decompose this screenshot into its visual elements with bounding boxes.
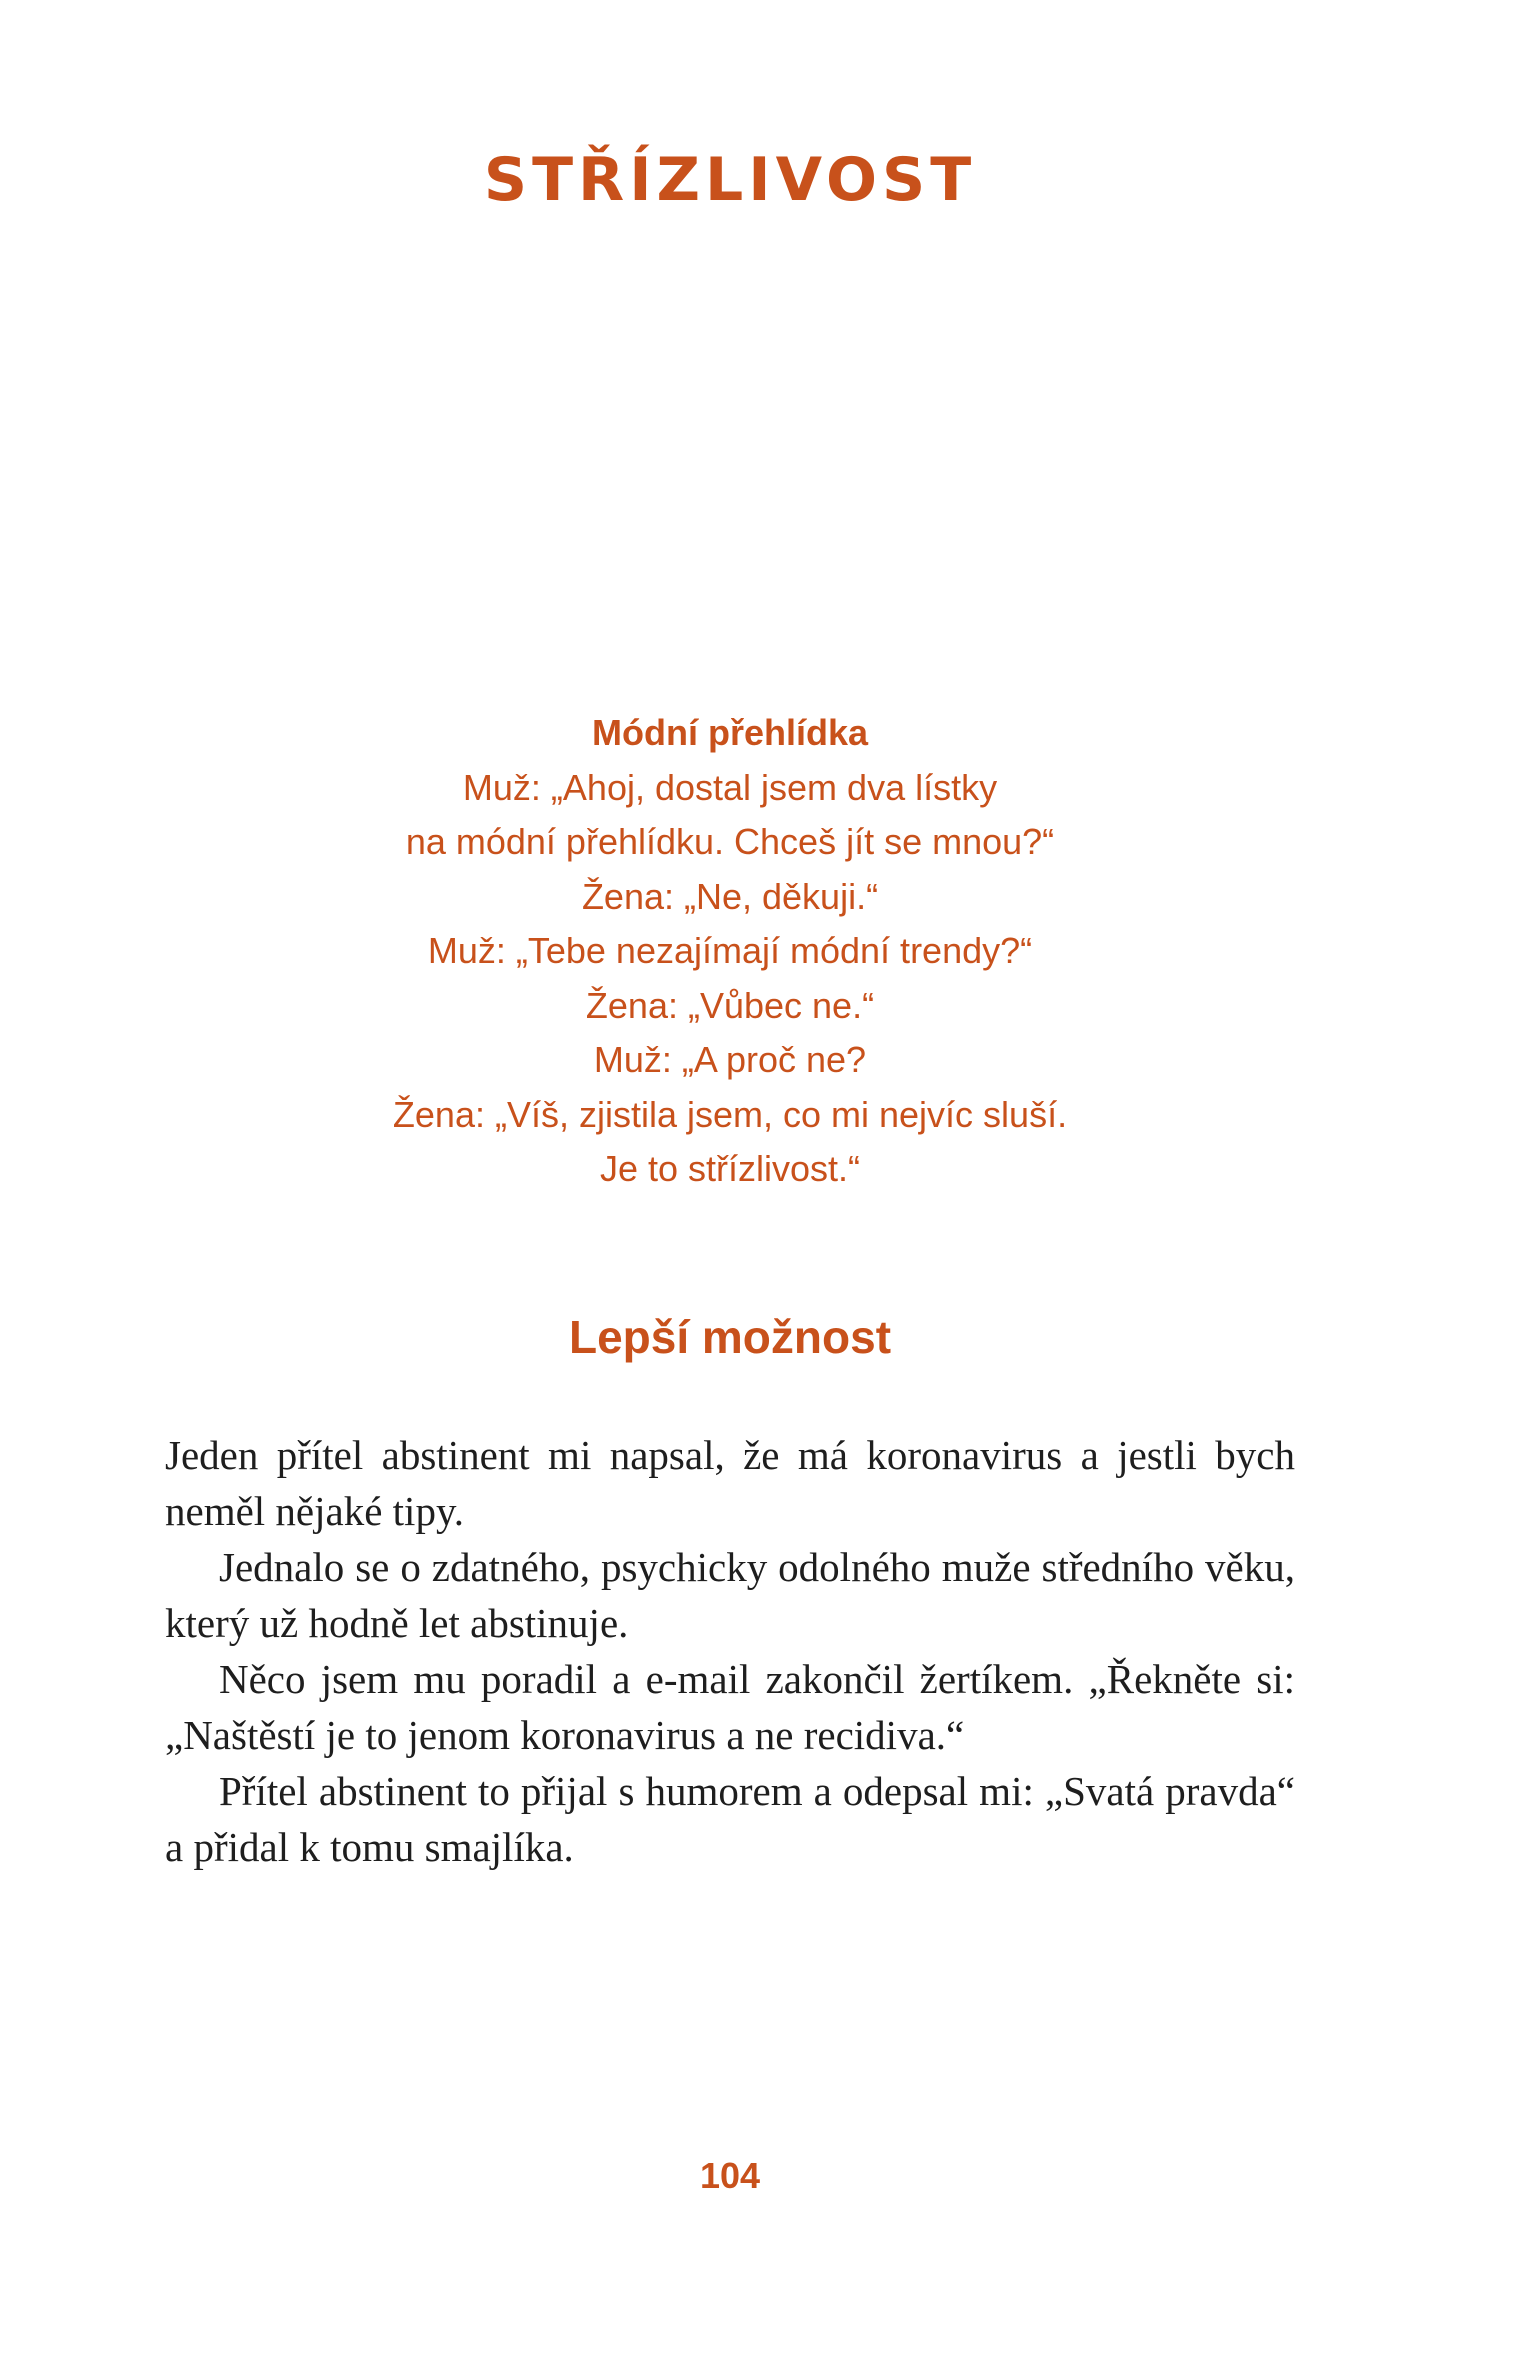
joke-title: Módní přehlídka (591, 712, 868, 753)
joke-line: Žena: „Ne, děkuji.“ (581, 875, 879, 917)
body-paragraph: Jednalo se o zdatného, psychicky odolného muže středního věku, který už hodně let abstinuje. (165, 1544, 1295, 1646)
section-heading: Lepší možnost (568, 1311, 892, 1363)
joke-line: Muž: „Tebe nezajímají módní trendy?“ (427, 930, 1033, 971)
body-paragraph: Jeden přítel abstinent mi napsal, že má koronavirus a jestli bych neměl nějaké tipy. (165, 1432, 1295, 1534)
chapter-title: STŘÍZLIVOST (483, 145, 977, 215)
body-paragraph: Něco jsem mu poradil a e-mail zakončil žertíkem. „Řekněte si: „Naštěstí je to jenom koronavirus a ne recidiva.“ (165, 1656, 1295, 1758)
body-paragraph: Přítel abstinent to přijal s humorem a odepsal mi: „Svatá pravda“ a přidal k tomu smajlíka. (165, 1768, 1295, 1870)
joke-line: Muž: „Ahoj, dostal jsem dva lístky (462, 766, 998, 808)
joke-line: Žena: „Víš, zjistila jsem, co mi nejvíc sluší. (392, 1093, 1068, 1135)
joke-line: Žena: „Vůbec ne.“ (585, 984, 875, 1026)
joke-line: Muž: „A proč ne? (593, 1039, 867, 1080)
body-text (165, 1427, 1295, 1875)
joke-line: na módní přehlídku. Chceš jít se mnou?“ (405, 821, 1055, 862)
page-number: 104 (699, 2155, 761, 2196)
joke-box (0, 706, 1460, 1197)
joke-line: Je to střízlivost.“ (599, 1148, 861, 1189)
